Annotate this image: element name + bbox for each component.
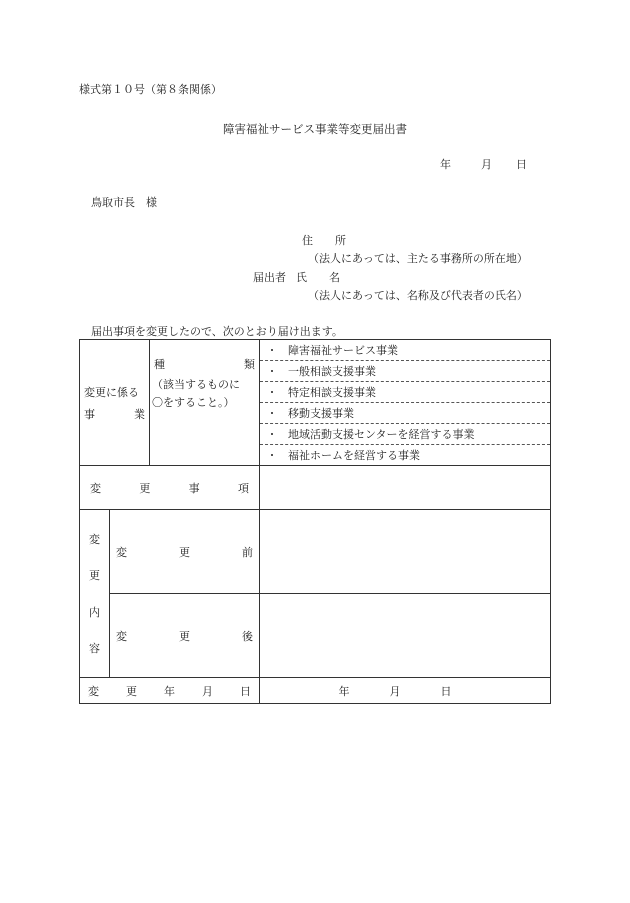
service-option[interactable]: ・ 地域活動支援センターを経営する事業 — [260, 424, 551, 445]
addressee: 鳥取市長 様 — [91, 196, 157, 209]
type-label-b: 類 — [244, 358, 255, 371]
name-label: 氏 名 — [296, 271, 340, 284]
type-label-cell — [150, 340, 260, 466]
applicant-prefix: 届出者 — [253, 271, 286, 284]
before-label-cell: 変 更 前 — [110, 510, 260, 594]
address-label: 住 所 — [302, 234, 346, 247]
business-label-2b: 業 — [134, 407, 145, 421]
form-table — [79, 339, 551, 704]
service-option[interactable]: ・ 障害福祉サービス事業 — [260, 340, 551, 361]
type-label-a: 種 — [154, 358, 165, 371]
service-option[interactable]: ・ 特定相談支援事業 — [260, 382, 551, 403]
service-option[interactable]: ・ 移動支援事業 — [260, 403, 551, 424]
name-note: （法人にあっては、名称及び代表者の氏名） — [308, 289, 528, 302]
type-note-2: 〇をすること。） — [152, 396, 235, 409]
submission-date — [440, 156, 527, 172]
service-option[interactable]: ・ 福祉ホームを経営する事業 — [260, 445, 551, 466]
business-label-2a: 事 — [84, 407, 95, 421]
address-note: （法人にあっては、主たる事務所の所在地） — [308, 252, 528, 265]
before-field[interactable] — [260, 510, 551, 594]
service-option[interactable]: ・ 一般相談支援事業 — [260, 361, 551, 382]
intro-text: 届出事項を変更したので、次のとおり届け出ます。 — [91, 325, 343, 338]
business-label-1: 変更に係る — [84, 385, 139, 399]
date-month: 月 — [481, 158, 492, 171]
business-label-cell — [80, 340, 150, 466]
date-day: 日 — [516, 158, 527, 171]
after-field[interactable] — [260, 594, 551, 678]
change-date-field[interactable]: 年 月 日 — [260, 678, 551, 704]
change-items-field[interactable] — [260, 466, 551, 510]
form-number: 様式第１０号（第８条関係） — [79, 83, 222, 96]
applicant-name-line — [253, 269, 340, 285]
after-label-cell: 変 更 後 — [110, 594, 260, 678]
date-year: 年 — [440, 158, 451, 171]
change-date-label-cell: 変 更 年 月 日 — [80, 678, 260, 704]
document-title: 障害福祉サービス事業等変更届出書 — [223, 122, 407, 136]
change-content-label-cell: 変 更 内 容 — [80, 510, 110, 678]
type-note-1: （該当するものに — [152, 378, 240, 391]
change-items-label-cell: 変 更 事 項 — [80, 466, 260, 510]
